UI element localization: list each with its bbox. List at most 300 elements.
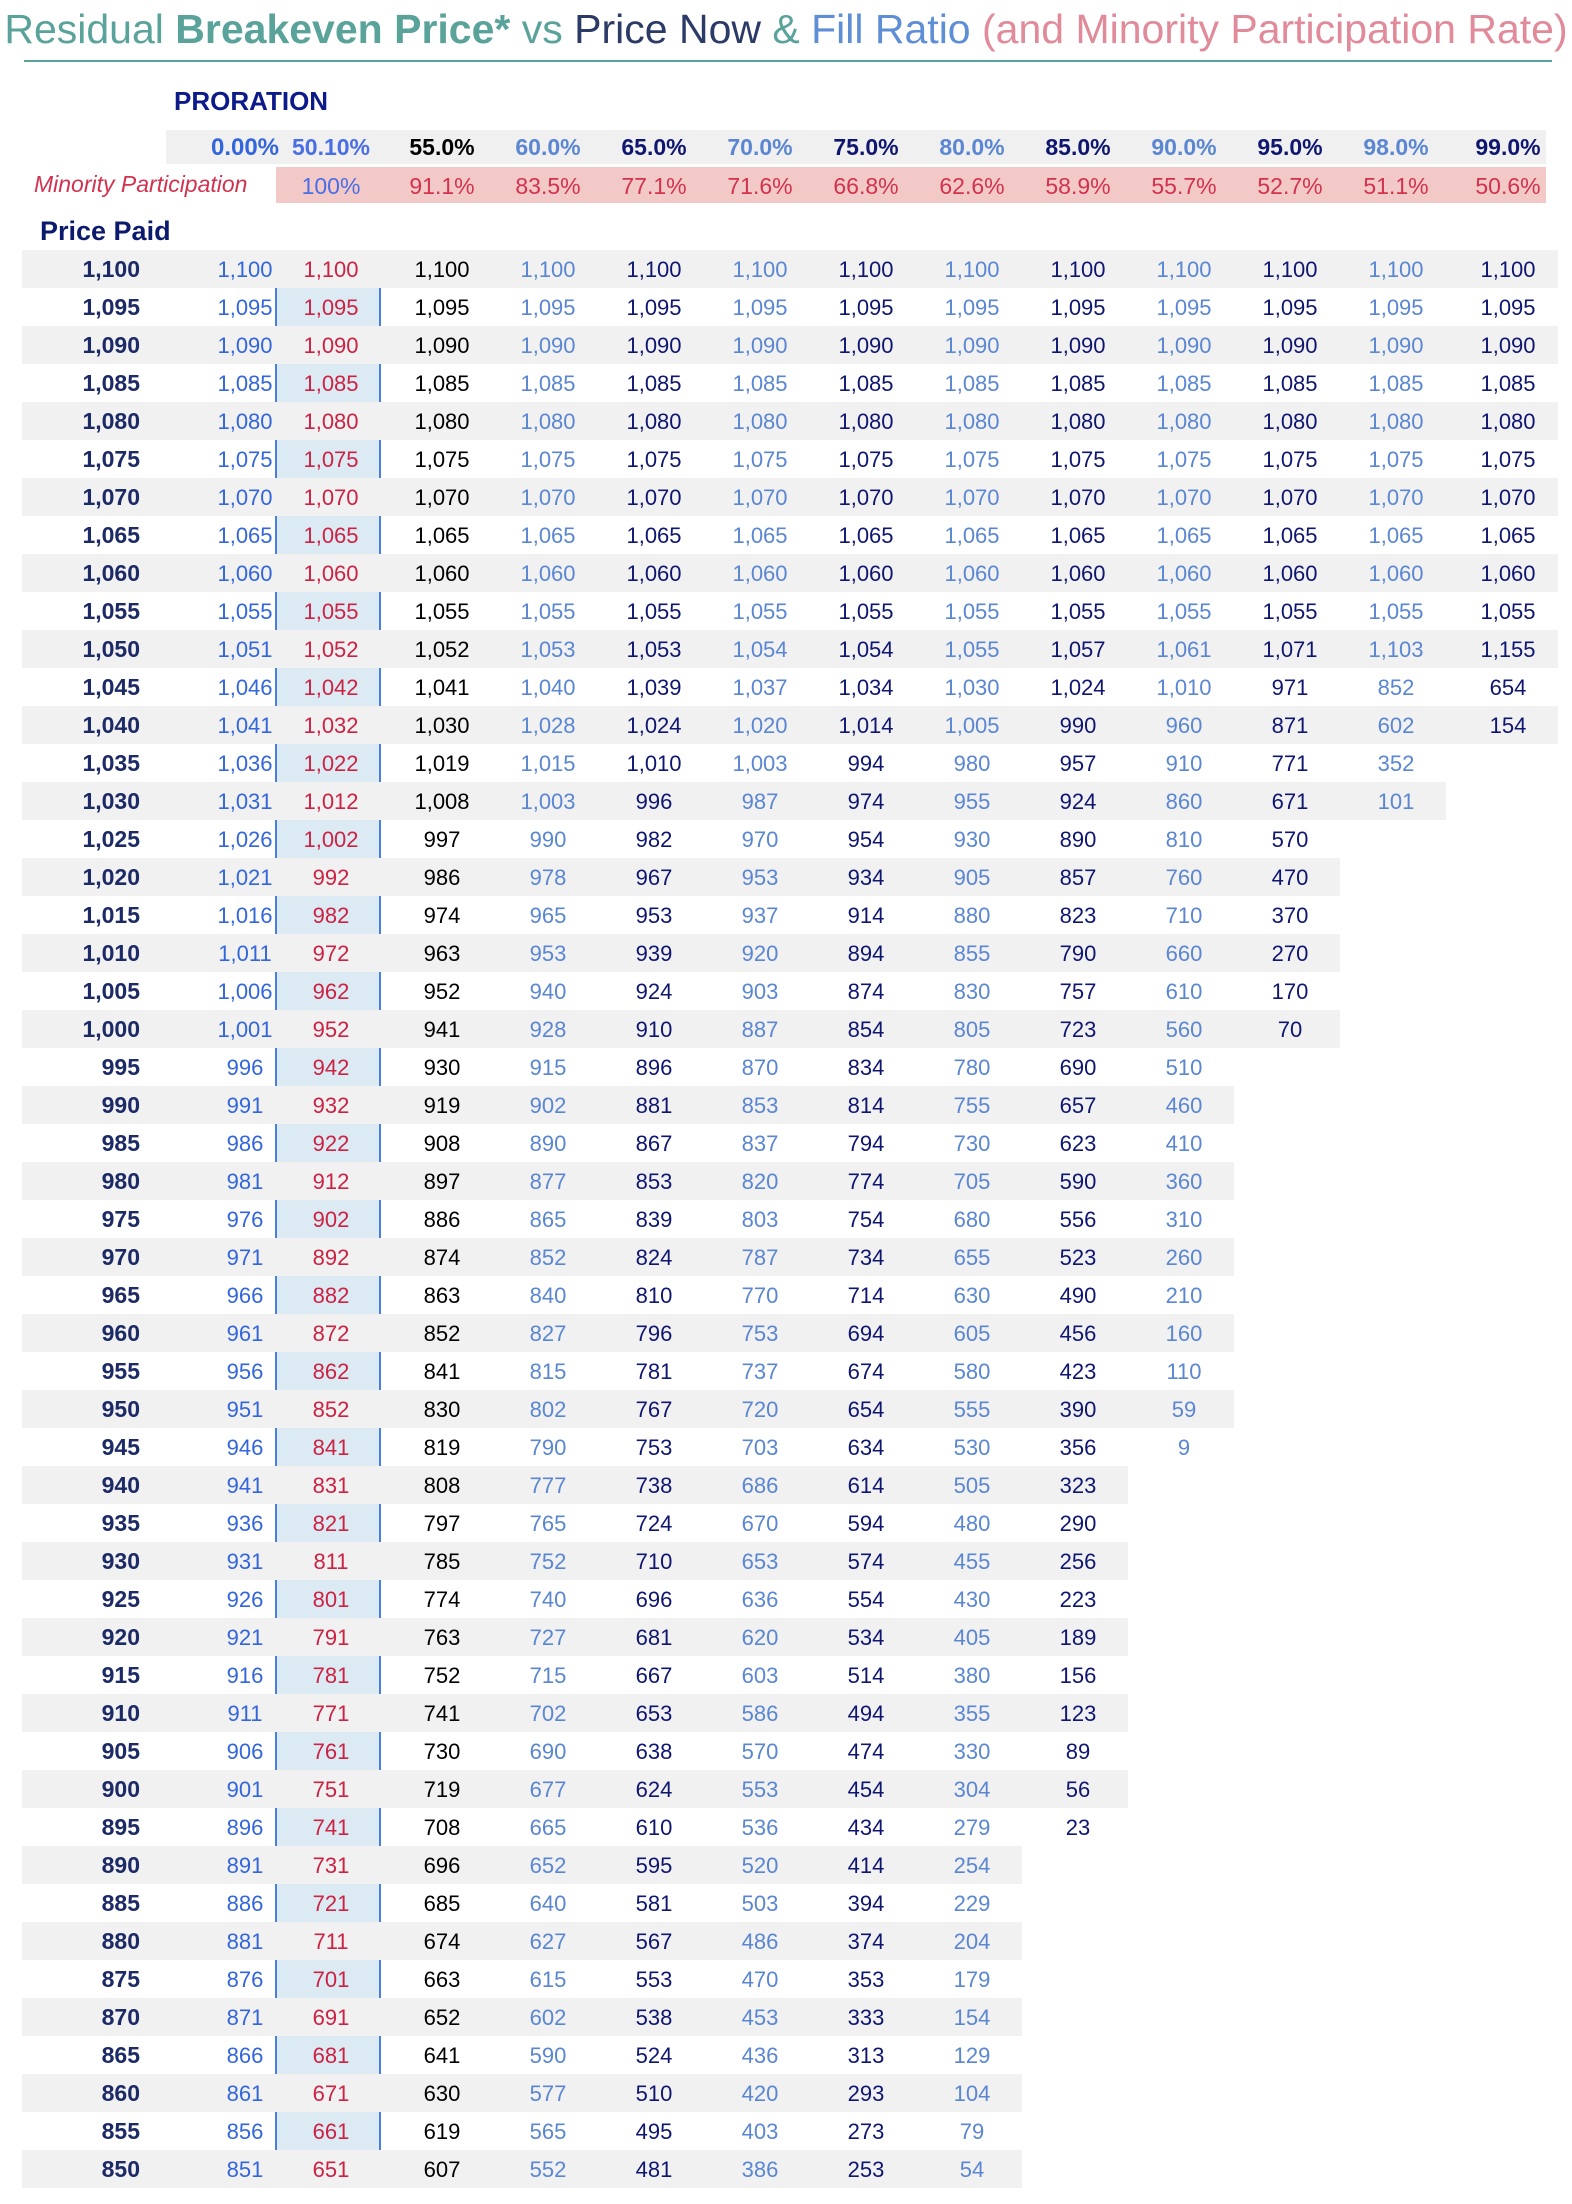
table-cell: 852 [1377,675,1415,700]
table-cell: 1,075 [1156,447,1212,472]
table-cell: 1,100 [1050,257,1106,282]
table-cell: 1,065 [217,523,273,548]
price-paid-cell: 1,080 [82,408,140,434]
table-cell: 803 [741,1207,779,1232]
table-cell: 761 [312,1739,350,1764]
table-cell: 1,034 [838,675,894,700]
table-cell: 808 [423,1473,461,1498]
minority-participation-cell: 77.1% [621,173,687,199]
price-paid-cell: 850 [101,2156,140,2182]
table-cell: 661 [312,2119,350,2144]
table-cell: 520 [741,1853,779,1878]
table-cell: 420 [741,2081,779,2106]
table-cell: 1,055 [217,599,273,624]
price-paid-cell: 860 [101,2080,140,2106]
table-cell: 1,016 [217,903,273,928]
table-cell: 360 [1165,1169,1203,1194]
table-cell: 870 [741,1055,779,1080]
table-cell: 719 [423,1777,461,1802]
table-cell: 982 [312,903,350,928]
table-cell: 355 [953,1701,991,1726]
price-paid-cell: 910 [101,1700,140,1726]
table-cell: 731 [312,1853,350,1878]
table-cell: 104 [953,2081,991,2106]
table-cell: 1,057 [1050,637,1106,662]
table-cell: 831 [312,1473,350,1498]
table-cell: 1,065 [838,523,894,548]
table-cell: 454 [847,1777,885,1802]
table-cell: 922 [312,1131,350,1156]
table-cell: 760 [1165,865,1203,890]
table-cell: 651 [312,2157,350,2182]
table-cell: 903 [741,979,779,1004]
table-cell: 705 [953,1169,991,1194]
minority-participation-label: Minority Participation [34,171,248,197]
table-cell: 1,095 [1050,295,1106,320]
price-paid-cell: 940 [101,1472,140,1498]
table-cell: 871 [1271,713,1309,738]
table-cell: 410 [1165,1131,1203,1156]
table-cell: 840 [529,1283,567,1308]
table-cell: 852 [423,1321,461,1346]
table-cell: 796 [635,1321,673,1346]
price-paid-cell: 970 [101,1244,140,1270]
table-cell: 752 [423,1663,461,1688]
price-paid-cell: 980 [101,1168,140,1194]
table-cell: 641 [423,2043,461,2068]
proration-header-cell: 80.0% [939,134,1005,160]
price-paid-cell: 975 [101,1206,140,1232]
table-cell: 1,085 [944,371,1000,396]
table-cell: 690 [529,1739,567,1764]
table-cell: 570 [741,1739,779,1764]
table-cell: 1,070 [944,485,1000,510]
price-paid-cell: 1,075 [82,446,140,472]
price-paid-cell: 1,035 [82,750,140,776]
table-cell: 841 [423,1359,461,1384]
minority-participation-cell: 58.9% [1045,173,1111,199]
table-cell: 997 [423,827,461,852]
table-cell: 703 [741,1435,779,1460]
table-cell: 580 [953,1359,991,1384]
table-cell: 1,090 [626,333,682,358]
table-cell: 827 [529,1321,567,1346]
table-cell: 702 [529,1701,567,1726]
table-cell: 414 [847,1853,885,1878]
table-cell: 691 [312,2005,350,2030]
price-paid-cell: 1,090 [82,332,140,358]
price-paid-cell: 1,045 [82,674,140,700]
table-cell: 755 [953,1093,991,1118]
title-part-price-now: Price Now [574,6,761,52]
table-cell: 333 [847,2005,885,2030]
table-cell: 877 [529,1169,567,1194]
table-cell: 101 [1377,789,1415,814]
table-cell: 1,070 [303,485,359,510]
table-cell: 455 [953,1549,991,1574]
table-cell: 1,085 [217,371,273,396]
table-cell: 910 [635,1017,673,1042]
table-cell: 636 [741,1587,779,1612]
table-cell: 1,070 [732,485,788,510]
table-cell: 886 [226,1891,264,1916]
table-cell: 912 [312,1169,350,1194]
table-cell: 876 [226,1967,264,1992]
table-cell: 486 [741,1929,779,1954]
table-cell: 872 [312,1321,350,1346]
table-cell: 1,090 [414,333,470,358]
minority-participation-cell: 66.8% [833,173,899,199]
table-cell: 655 [953,1245,991,1270]
table-cell: 978 [529,865,567,890]
table-cell: 671 [1271,789,1309,814]
table-cell: 751 [312,1777,350,1802]
table-cell: 660 [1165,941,1203,966]
table-cell: 1,053 [520,637,576,662]
price-paid-cell: 880 [101,1928,140,1954]
table-cell: 1,030 [414,713,470,738]
table-cell: 273 [847,2119,885,2144]
table-cell: 1,080 [1262,409,1318,434]
table-cell: 780 [953,1055,991,1080]
table-cell: 939 [635,941,673,966]
table-cell: 957 [1059,751,1097,776]
table-cell: 304 [953,1777,991,1802]
table-cell: 941 [423,1017,461,1042]
table-cell: 863 [423,1283,461,1308]
proration-header-cell: 85.0% [1045,134,1111,160]
table-cell: 765 [529,1511,567,1536]
table-cell: 1,055 [944,599,1000,624]
table-cell: 1,026 [217,827,273,852]
table-cell: 1,080 [520,409,576,434]
table-cell: 1,075 [944,447,1000,472]
table-cell: 890 [529,1131,567,1156]
table-cell: 59 [1171,1397,1197,1422]
table-cell: 837 [741,1131,779,1156]
table-cell: 860 [1165,789,1203,814]
table-cell: 741 [423,1701,461,1726]
price-paid-cell: 950 [101,1396,140,1422]
table-cell: 1,080 [944,409,1000,434]
table-cell: 681 [312,2043,350,2068]
table-cell: 896 [635,1055,673,1080]
table-cell: 1,065 [303,523,359,548]
price-paid-cell: 870 [101,2004,140,2030]
title-part-residual: Residual [4,6,176,52]
table-cell: 204 [953,1929,991,1954]
table-cell: 456 [1059,1321,1097,1346]
table-cell: 810 [635,1283,673,1308]
price-paid-cell: 875 [101,1966,140,1992]
table-cell: 1,090 [303,333,359,358]
table-cell: 781 [635,1359,673,1384]
table-cell: 790 [1059,941,1097,966]
price-paid-cell: 1,025 [82,826,140,852]
table-cell: 390 [1059,1397,1097,1422]
table-cell: 991 [226,1093,264,1118]
table-cell: 834 [847,1055,885,1080]
price-paid-cell: 895 [101,1814,140,1840]
table-cell: 1,010 [1156,675,1212,700]
table-cell: 1,095 [626,295,682,320]
table-cell: 897 [423,1169,461,1194]
table-cell: 23 [1065,1815,1091,1840]
proration-header-cell: 99.0% [1475,134,1541,160]
table-cell: 574 [847,1549,885,1574]
table-cell: 577 [529,2081,567,2106]
table-cell: 570 [1271,827,1309,852]
table-cell: 565 [529,2119,567,2144]
table-cell: 730 [423,1739,461,1764]
table-cell: 974 [423,903,461,928]
table-cell: 663 [423,1967,461,1992]
price-paid-cell: 900 [101,1776,140,1802]
table-cell: 1,071 [1262,637,1318,662]
table-cell: 1,075 [1368,447,1424,472]
table-cell: 992 [312,865,350,890]
table-cell: 1,037 [732,675,788,700]
table-cell: 976 [226,1207,264,1232]
table-cell: 394 [847,1891,885,1916]
price-paid-cell: 1,070 [82,484,140,510]
table-cell: 1,052 [414,637,470,662]
proration-header-cell: 98.0% [1363,134,1429,160]
table-cell: 694 [847,1321,885,1346]
table-cell: 680 [953,1207,991,1232]
table-cell: 553 [741,1777,779,1802]
table-cell: 841 [312,1435,350,1460]
table-cell: 1,090 [217,333,273,358]
proration-header-cell: 65.0% [621,134,687,160]
table-cell: 653 [741,1549,779,1574]
table-cell: 1,070 [626,485,682,510]
table-cell: 129 [953,2043,991,2068]
title-part-amp: & [760,6,812,52]
table-cell: 1,085 [1050,371,1106,396]
table-cell: 434 [847,1815,885,1840]
table-cell: 953 [741,865,779,890]
table-cell: 524 [635,2043,673,2068]
table-cell: 310 [1165,1207,1203,1232]
table-cell: 971 [1271,675,1309,700]
table-cell: 1,095 [1156,295,1212,320]
table-cell: 1,051 [217,637,273,662]
table-cell: 70 [1277,1017,1303,1042]
table-cell: 1,103 [1368,637,1424,662]
table-cell: 966 [226,1283,264,1308]
table-cell: 352 [1377,751,1415,776]
table-cell: 1,060 [414,561,470,586]
table-cell: 996 [226,1055,264,1080]
table-cell: 874 [423,1245,461,1270]
table-cell: 770 [741,1283,779,1308]
table-cell: 1,041 [414,675,470,700]
table-cell: 595 [635,1853,673,1878]
table-cell: 1,055 [1480,599,1536,624]
table-cell: 737 [741,1359,779,1384]
table-cell: 708 [423,1815,461,1840]
table-cell: 1,095 [1480,295,1536,320]
table-cell: 1,075 [732,447,788,472]
table-cell: 620 [741,1625,779,1650]
table-cell: 630 [953,1283,991,1308]
table-cell: 279 [953,1815,991,1840]
table-cell: 910 [1165,751,1203,776]
table-cell: 189 [1059,1625,1097,1650]
table-cell: 851 [226,2157,264,2182]
table-cell: 881 [226,1929,264,1954]
table-cell: 1,085 [732,371,788,396]
proration-header-cell: 70.0% [727,134,793,160]
table-cell: 554 [847,1587,885,1612]
table-cell: 1,003 [520,789,576,814]
proration-header-cell: 60.0% [515,134,581,160]
table-cell: 1,085 [414,371,470,396]
table-cell: 787 [741,1245,779,1270]
price-paid-cell: 1,095 [82,294,140,320]
table-cell: 505 [953,1473,991,1498]
table-cell: 986 [423,865,461,890]
table-cell: 602 [529,2005,567,2030]
page-title [0,6,1572,53]
table-cell: 794 [847,1131,885,1156]
table-cell: 1,070 [1368,485,1424,510]
proration-header-cell: 0.00% [210,134,280,161]
table-cell: 924 [635,979,673,1004]
table-cell: 753 [741,1321,779,1346]
table-cell: 436 [741,2043,779,2068]
price-paid-cell: 1,005 [82,978,140,1004]
table-cell: 1,065 [1368,523,1424,548]
table-cell: 1,100 [1262,257,1318,282]
table-cell: 965 [529,903,567,928]
table-cell: 811 [313,1549,349,1574]
table-cell: 1,055 [944,637,1000,662]
price-paid-cell: 1,000 [82,1016,140,1042]
table-cell: 1,085 [520,371,576,396]
table-cell: 56 [1065,1777,1091,1802]
table-cell: 1,095 [303,295,359,320]
table-cell: 720 [741,1397,779,1422]
table-cell: 774 [847,1169,885,1194]
table-cell: 887 [741,1017,779,1042]
table-cell: 820 [741,1169,779,1194]
table-cell: 1,055 [732,599,788,624]
table-cell: 855 [953,941,991,966]
minority-participation-cell: 83.5% [515,173,581,199]
table-cell: 1,065 [1480,523,1536,548]
table-cell: 771 [312,1701,350,1726]
table-cell: 1,060 [732,561,788,586]
table-cell: 715 [529,1663,567,1688]
table-cell: 1,095 [217,295,273,320]
table-cell: 781 [312,1663,350,1688]
table-cell: 854 [847,1017,885,1042]
table-cell: 290 [1059,1511,1097,1536]
table-cell: 1,015 [520,751,576,776]
table-cell: 1,055 [1156,599,1212,624]
table-cell: 1,032 [303,713,359,738]
table-cell: 1,090 [732,333,788,358]
table-cell: 1,095 [1262,295,1318,320]
table-cell: 1,070 [1156,485,1212,510]
table-cell: 657 [1059,1093,1097,1118]
table-cell: 1,055 [520,599,576,624]
table-cell: 653 [635,1701,673,1726]
table-cell: 874 [847,979,885,1004]
table-cell: 1,002 [303,827,359,852]
table-cell: 940 [529,979,567,1004]
table-cell: 1,090 [838,333,894,358]
price-paid-cell: 1,055 [82,598,140,624]
table-cell: 1,061 [1156,637,1212,662]
table-cell: 1,024 [1050,675,1106,700]
table-cell: 1,003 [732,751,788,776]
table-cell: 1,080 [732,409,788,434]
table-cell: 1,095 [944,295,1000,320]
table-cell: 990 [1059,713,1097,738]
table-cell: 902 [529,1093,567,1118]
table-cell: 763 [423,1625,461,1650]
table-cell: 681 [635,1625,673,1650]
table-cell: 210 [1165,1283,1203,1308]
title-part-vs: vs [510,6,575,52]
table-cell: 253 [847,2157,885,2182]
table-cell: 638 [635,1739,673,1764]
table-cell: 853 [635,1169,673,1194]
table-cell: 460 [1165,1093,1203,1118]
table-cell: 370 [1271,903,1309,928]
table-cell: 1,095 [1368,295,1424,320]
table-cell: 934 [847,865,885,890]
table-cell: 293 [847,2081,885,2106]
table-cell: 530 [953,1435,991,1460]
table-cell: 814 [847,1093,885,1118]
table-cell: 229 [953,1891,991,1916]
table-cell: 1,095 [414,295,470,320]
table-cell: 821 [312,1511,350,1536]
table-cell: 405 [953,1625,991,1650]
table-cell: 654 [847,1397,885,1422]
table-cell: 982 [635,827,673,852]
table-cell: 974 [847,789,885,814]
proration-header-cell: 95.0% [1257,134,1323,160]
minority-participation-cell: 100% [301,173,361,199]
table-cell: 1,055 [1368,599,1424,624]
price-paid-cell: 930 [101,1548,140,1574]
table-cell: 1,085 [626,371,682,396]
table-cell: 1,060 [838,561,894,586]
table-cell: 972 [312,941,350,966]
table-cell: 1,065 [1262,523,1318,548]
table-cell: 380 [953,1663,991,1688]
table-cell: 552 [529,2157,567,2182]
table-cell: 1,001 [217,1017,273,1042]
table-cell: 1,055 [414,599,470,624]
table-cell: 753 [635,1435,673,1460]
table-cell: 815 [529,1359,567,1384]
proration-header-cell: 50.10% [291,134,370,160]
table-cell: 154 [953,2005,991,2030]
table-cell: 905 [953,865,991,890]
table-cell: 1,075 [303,447,359,472]
table-cell: 896 [226,1815,264,1840]
table-cell: 1,055 [1262,599,1318,624]
table-cell: 403 [741,2119,779,2144]
table-cell: 867 [635,1131,673,1156]
table-cell: 430 [953,1587,991,1612]
